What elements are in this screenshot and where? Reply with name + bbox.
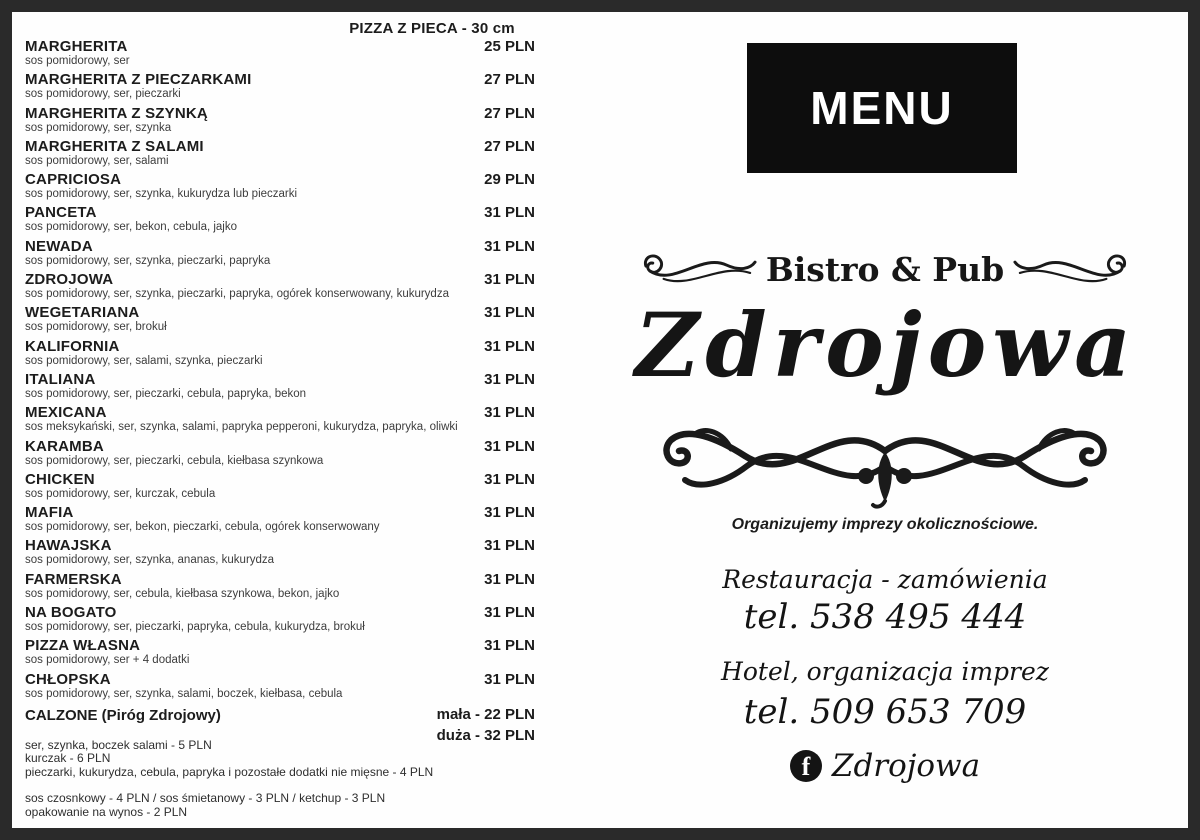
item-description: sos pomidorowy, ser, cebula, kiełbasa szynkowa, bekon, jajko xyxy=(25,587,340,600)
item-description: sos pomidorowy, ser, szynka, kukurydza lub pieczarki xyxy=(25,188,298,201)
menu-item xyxy=(25,304,535,337)
item-name: WEGETARIANA xyxy=(25,304,140,322)
menu-item xyxy=(25,504,535,537)
item-description: sos pomidorowy, ser, bekon, pieczarki, cebula, ogórek konserwowany xyxy=(25,521,380,534)
menu-item xyxy=(25,204,535,237)
restaurant-label: Restauracja - zamówienia xyxy=(722,565,1048,594)
calzone-item xyxy=(25,705,535,744)
sauces-list xyxy=(25,792,535,819)
menu-badge xyxy=(747,43,1017,173)
extra-line: pieczarki, kukurydza, cebula, papryka i pozostałe dodatki nie mięsne - 4 PLN xyxy=(25,764,434,779)
item-price: 31 PLN xyxy=(484,370,535,388)
item-price: 27 PLN xyxy=(484,104,535,122)
brand-subtitle-row xyxy=(635,250,1135,289)
item-description: sos pomidorowy, ser, pieczarki, cebula, kiełbasa szynkowa xyxy=(25,454,324,467)
section-title: PIZZA Z PIECA - 30 cm xyxy=(349,20,515,37)
brand-name: Zdrojowa xyxy=(635,293,1138,397)
item-name: HAWAJSKA xyxy=(25,537,112,555)
item-description: sos meksykański, ser, szynka, salami, papryka pepperoni, kukurydza, papryka, oliwki xyxy=(25,421,458,434)
item-price: 25 PLN xyxy=(484,38,535,55)
item-description: sos pomidorowy, ser, pieczarki, papryka, cebula, kukurydza, brokuł xyxy=(25,621,365,634)
item-name: CALZONE (Piróg Zdrojowy) xyxy=(25,706,221,724)
menu-item xyxy=(25,604,535,637)
item-description: sos pomidorowy, ser, szynka, pieczarki, papryka xyxy=(25,254,271,267)
hotel-phone: tel. 509 653 709 xyxy=(743,692,1027,732)
menu-item xyxy=(25,438,535,471)
item-price: 31 PLN xyxy=(484,437,535,455)
item-description: sos pomidorowy, ser, kurczak, cebula xyxy=(25,487,216,500)
menu-item xyxy=(25,38,535,71)
item-name: MAFIA xyxy=(25,504,74,522)
brand-subtitle: Bistro & Pub xyxy=(765,250,1005,289)
item-price: 31 PLN xyxy=(484,337,535,355)
item-price: 31 PLN xyxy=(484,670,535,688)
item-name: PANCETA xyxy=(25,204,97,222)
menu-item xyxy=(25,138,535,171)
item-description: sos pomidorowy, ser, szynka, ananas, kukurydza xyxy=(25,554,275,567)
item-price: 31 PLN xyxy=(484,304,535,322)
item-name: MARGHERITA xyxy=(25,38,128,55)
item-price: 31 PLN xyxy=(484,637,535,655)
menu-item xyxy=(25,238,535,271)
item-price: 31 PLN xyxy=(484,570,535,588)
menu-item xyxy=(25,671,535,704)
item-name: NA BOGATO xyxy=(25,604,117,622)
menu-item xyxy=(25,105,535,138)
item-description: sos pomidorowy, ser, brokuł xyxy=(25,321,167,334)
item-description: sos pomidorowy, ser + 4 dodatki xyxy=(25,654,190,667)
item-name: KARAMBA xyxy=(25,437,104,455)
sauce-line: opakowanie na wynos - 2 PLN xyxy=(25,804,188,819)
item-name: ITALIANA xyxy=(25,370,96,388)
item-description: sos pomidorowy, ser, salami xyxy=(25,154,169,167)
brand-tagline: Organizujemy imprezy okolicznościowe. xyxy=(731,516,1039,533)
item-name: ZDROJOWA xyxy=(25,271,114,289)
item-name: MEXICANA xyxy=(25,404,107,422)
item-price: 31 PLN xyxy=(484,537,535,555)
item-description: sos pomidorowy, ser xyxy=(25,55,130,67)
item-name: MARGHERITA Z SZYNKĄ xyxy=(25,104,208,122)
item-name: MARGHERITA Z PIECZARKAMI xyxy=(25,71,252,89)
item-description: sos pomidorowy, ser, szynka, salami, boczek, kiełbasa, cebula xyxy=(25,687,343,700)
menu-item xyxy=(25,471,535,504)
item-price: 31 PLN xyxy=(484,604,535,622)
item-price: 31 PLN xyxy=(484,271,535,289)
item-price: 31 PLN xyxy=(484,237,535,255)
item-description: sos pomidorowy, ser, pieczarki xyxy=(25,88,181,101)
calzone-price-small: mała - 22 PLN xyxy=(436,705,535,723)
calzone-price-large: duża - 32 PLN xyxy=(436,726,535,744)
menu-item xyxy=(25,537,535,570)
extra-line: kurczak - 6 PLN xyxy=(25,751,111,766)
item-name: KALIFORNIA xyxy=(25,337,120,355)
item-price: 31 PLN xyxy=(484,404,535,422)
pizza-list xyxy=(25,38,535,819)
item-name: PIZZA WŁASNA xyxy=(25,637,141,655)
menu-item xyxy=(25,371,535,404)
item-description: sos pomidorowy, ser, salami, szynka, pieczarki xyxy=(25,354,263,367)
menu-item xyxy=(25,404,535,437)
extra-line: ser, szynka, boczek salami - 5 PLN xyxy=(25,737,212,752)
item-description: sos pomidorowy, ser, pieczarki, cebula, papryka, bekon xyxy=(25,387,307,400)
flourish-left-icon xyxy=(640,251,758,289)
menu-item xyxy=(25,571,535,604)
flourish-right-icon xyxy=(1012,251,1130,289)
item-description: sos pomidorowy, ser, szynka xyxy=(25,121,172,134)
item-price: 27 PLN xyxy=(484,71,535,89)
menu-page xyxy=(12,12,1188,828)
item-price: 27 PLN xyxy=(484,137,535,155)
item-name: MARGHERITA Z SALAMI xyxy=(25,137,204,155)
menu-badge-label: MENU xyxy=(810,82,954,134)
calzone-prices xyxy=(437,704,535,746)
ornament-flourish xyxy=(635,406,1135,510)
hotel-label: Hotel, organizacja imprez xyxy=(721,657,1049,686)
item-description: sos pomidorowy, ser, szynka, pieczarki, papryka, ogórek konserwowany, kukurydza xyxy=(25,288,449,301)
item-price: 29 PLN xyxy=(484,171,535,189)
facebook-row xyxy=(635,748,1135,784)
item-name: CHŁOPSKA xyxy=(25,670,111,688)
facebook-icon: f xyxy=(790,750,822,782)
facebook-name: Zdrojowa xyxy=(831,748,981,784)
menu-item xyxy=(25,338,535,371)
menu-item xyxy=(25,271,535,304)
item-price: 31 PLN xyxy=(484,204,535,222)
menu-item xyxy=(25,637,535,670)
item-name: FARMERSKA xyxy=(25,570,122,588)
item-price: 31 PLN xyxy=(484,504,535,522)
menu-item xyxy=(25,171,535,204)
menu-item xyxy=(25,71,535,104)
item-name: NEWADA xyxy=(25,237,93,255)
item-description: sos pomidorowy, ser, bekon, cebula, jajko xyxy=(25,221,238,234)
item-name: CHICKEN xyxy=(25,470,95,488)
item-name: CAPRICIOSA xyxy=(25,171,122,189)
item-price: 31 PLN xyxy=(484,470,535,488)
sauce-line: sos czosnkowy - 4 PLN / sos śmietanowy - 3 PLN / ketchup - 3 PLN xyxy=(25,791,386,806)
restaurant-phone: tel. 538 495 444 xyxy=(743,597,1027,637)
